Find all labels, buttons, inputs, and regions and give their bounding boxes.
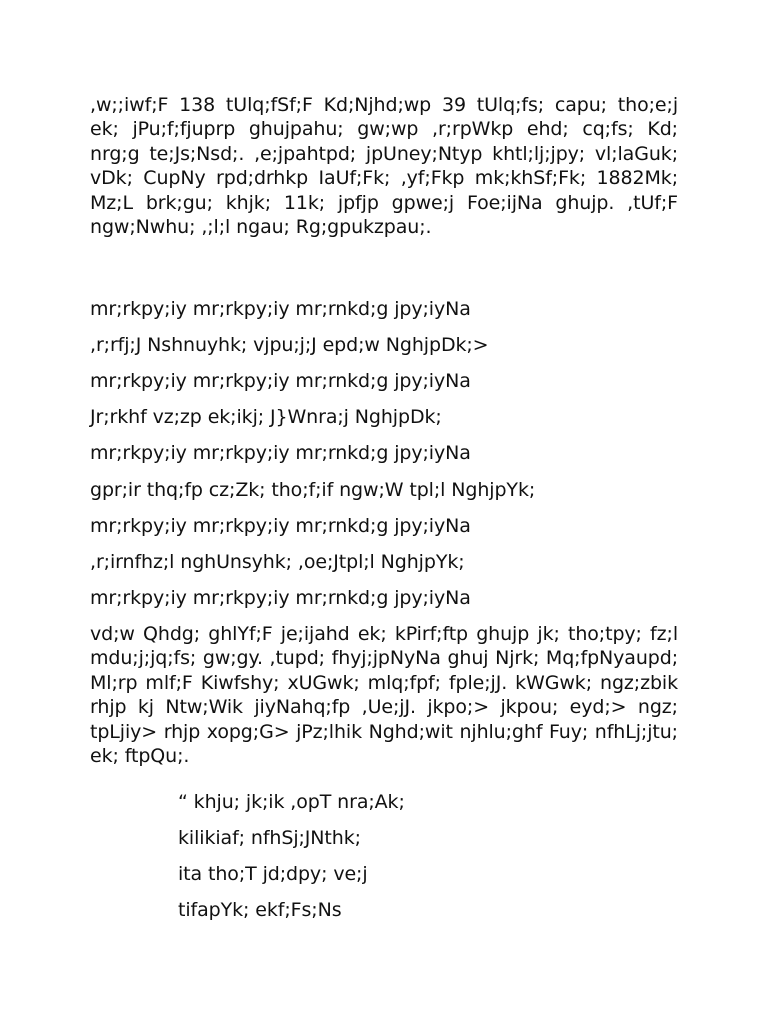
poem-line: mr;rkpy;iy mr;rkpy;iy mr;rnkd;g jpy;iyNa bbox=[90, 515, 471, 537]
document-page bbox=[90, 0, 678, 1024]
poem-line: Jr;rkhf vz;zp ek;ikj; J}Wnra;j NghjpDk; bbox=[90, 406, 442, 428]
poem-line: ,r;irnfhz;l nghUnsyhk; ,oe;Jtpl;l NghjpYk; bbox=[90, 551, 465, 573]
poem-line: ,r;rfj;J Nshnuyhk; vjpu;j;J epd;w NghjpDk;> bbox=[90, 334, 489, 356]
poem-line: mr;rkpy;iy mr;rkpy;iy mr;rnkd;g jpy;iyNa bbox=[90, 298, 471, 320]
poem-line: mr;rkpy;iy mr;rkpy;iy mr;rnkd;g jpy;iyNa bbox=[90, 587, 471, 609]
verse-line: ita tho;T jd;dpy; ve;j bbox=[178, 863, 368, 885]
intro-paragraph: ,w;;iwf;F 138 tUlq;fSf;F Kd;Njhd;wp 39 tUlq;fs; capu; tho;e;j ek; jPu;f;fjuprp ghujpahu; gw;wp ,r;rpWkp ehd; cq;fs; Kd; nrg;g te;Js;Nsd;. ,e;jpahtpd; jpUney;Ntyp khtl;lj;jpy; vl;laGuk; vDk; CupNy rpd;drhkp IaUf;Fk; ,yf;Fkp mk;khSf;Fk; 1882Mk; Mz;L brk;gu; khjk; 11k; jpfjp gpwe;j Foe;ijNa ghujp. ,tUf;F ngw;Nwhu; ,;l;l ngau; Rg;gpukzpau;. bbox=[90, 94, 678, 239]
verse-line: tifapYk; ekf;Fs;Ns bbox=[178, 899, 342, 921]
verse-line: “ khju; jk;ik ,opT nra;Ak; bbox=[178, 791, 405, 813]
verse-line: kilikiaf; nfhSj;JNthk; bbox=[178, 827, 361, 849]
body-paragraph: vd;w Qhdg; ghlYf;F je;ijahd ek; kPirf;ftp ghujp jk; tho;tpy; fz;l mdu;j;jq;fs; gw;gy. ,tupd; fhyj;jpNyNa ghuj Njrk; Mq;fpNyaupd; Ml;rp mlf;F Kiwfshy; xUGwk; mlq;fpf; fple;jJ. kWGwk; ngz;zbik rhjp kj Ntw;Wik jiyNahq;fp ,Ue;jJ. jkpo;> jkpou; eyd;> ngz; tpLjiy> rhjp xopg;G> jPz;lhik Nghd;wit njhlu;ghf Fuy; nfhLj;jtu; ek; ftpQu;. bbox=[90, 623, 678, 768]
poem-line: mr;rkpy;iy mr;rkpy;iy mr;rnkd;g jpy;iyNa bbox=[90, 370, 471, 392]
poem-line: gpr;ir thq;fp cz;Zk; tho;f;if ngw;W tpl;l NghjpYk; bbox=[90, 479, 536, 501]
poem-line: mr;rkpy;iy mr;rkpy;iy mr;rnkd;g jpy;iyNa bbox=[90, 442, 471, 464]
